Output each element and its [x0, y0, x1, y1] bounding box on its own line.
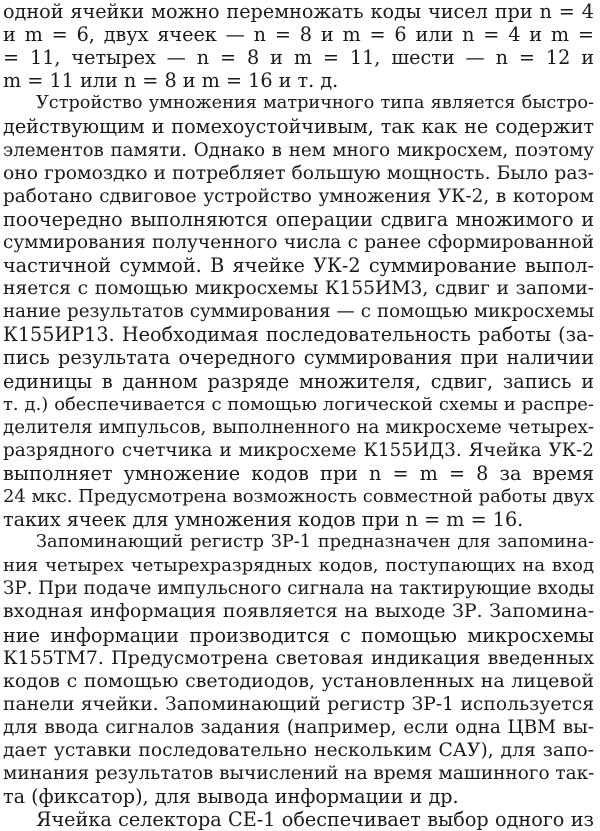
- text-line: К155ТМ7. Предусмотрена световая индикация введенных: [3, 646, 594, 669]
- text-line: панели ячейки. Запоминающий регистр ЗР-1 используется: [3, 693, 594, 715]
- text-line: оно громоздко и потребляет большую мощность. Было раз-: [3, 162, 594, 184]
- text-line: выполняет умножение кодов при n = m = 8 за время: [3, 461, 594, 485]
- text-line: ние информации производится с помощью микросхемы: [3, 623, 594, 647]
- text-line: минания результатов вычислений на время машинного так-: [3, 763, 594, 785]
- text-line: единицы в данном разряде множителя, сдвиг, запись и: [3, 369, 594, 393]
- text-line: няется с помощью микросхемы К155ИМ3, сдвиг и запоми-: [3, 278, 594, 300]
- text-line: Устройство умножения матричного типа является быстро-: [36, 93, 594, 114]
- text-line: 24 мкс. Предусмотрена возможность совместной работы двух: [3, 485, 594, 507]
- text-line: нание результатов суммирования — с помощью микросхемы: [3, 301, 594, 323]
- text-line: m = 11 или n = 8 и m = 16 и т. д.: [3, 69, 339, 93]
- text-line: одной ячейки можно перемножать коды чисел при n = 4: [3, 0, 594, 23]
- text-line: таких ячеек для умножения кодов при n = m = 16.: [3, 508, 524, 532]
- text-line: работано сдвиговое устройство умножения УК-2, в котором: [3, 185, 594, 207]
- paragraph: [3, 0, 594, 92]
- text-line: делителя импульсов, выполненного на микросхеме четырех-: [3, 416, 594, 438]
- document-page: [3, 0, 594, 831]
- text-line: разрядного счетчика и микросхеме К155ИД3. Ячейка УК-2: [3, 439, 594, 461]
- text-line: т. д.) обеспечивается с помощью логической схемы и распре-: [3, 393, 594, 415]
- text-line: входная информация появляется на выходе ЗР. Запомина-: [3, 600, 594, 623]
- text-line: элементов памяти. Однако в нем много микросхем, поэтому: [3, 139, 594, 161]
- text-line: частичной суммой. В ячейке УК-2 суммирование выпол-: [3, 254, 594, 278]
- text-line: = 11, четырех — n = 8 и m = 11, шести — n = 12 и: [3, 46, 594, 70]
- text-line: поочередно выполняются операции сдвига множимого и: [3, 207, 594, 231]
- text-line: суммирования полученного числа с ранее сформированной: [3, 231, 594, 253]
- paragraph: [3, 808, 594, 831]
- text-line: Запоминающий регистр ЗР-1 предназначен для запомина-: [36, 532, 594, 553]
- text-line: К155ИР13. Необходимая последовательность работы (за-: [3, 323, 594, 347]
- text-line: действующим и помехоустойчивым, так как не содержит: [3, 115, 594, 139]
- text-line: ЗР. При подаче импульсного сигнала на тактирующие входы: [3, 578, 594, 600]
- paragraph: [3, 92, 594, 531]
- text-line: Ячейка селектора СЕ-1 обеспечивает выбор одного из: [36, 808, 594, 831]
- text-line: кодов с помощью светодиодов, установленных на лицевой: [3, 669, 594, 692]
- text-line: та (фиксатор), для вывода информации и др.: [3, 785, 459, 809]
- text-line: ния четырех четырехразрядных кодов, поступающих на вход: [3, 555, 594, 577]
- text-line: и m = 6, двух ячеек — n = 8 и m = 6 или n = 4 и m =: [3, 23, 594, 47]
- text-line: дает уставки последовательно нескольким САУ), для запо-: [3, 740, 594, 761]
- paragraph: [3, 531, 594, 808]
- text-line: пись результата очередного суммирования при наличии: [3, 346, 594, 370]
- text-line: для ввода сигналов задания (например, если одна ЦВМ вы-: [3, 716, 594, 738]
